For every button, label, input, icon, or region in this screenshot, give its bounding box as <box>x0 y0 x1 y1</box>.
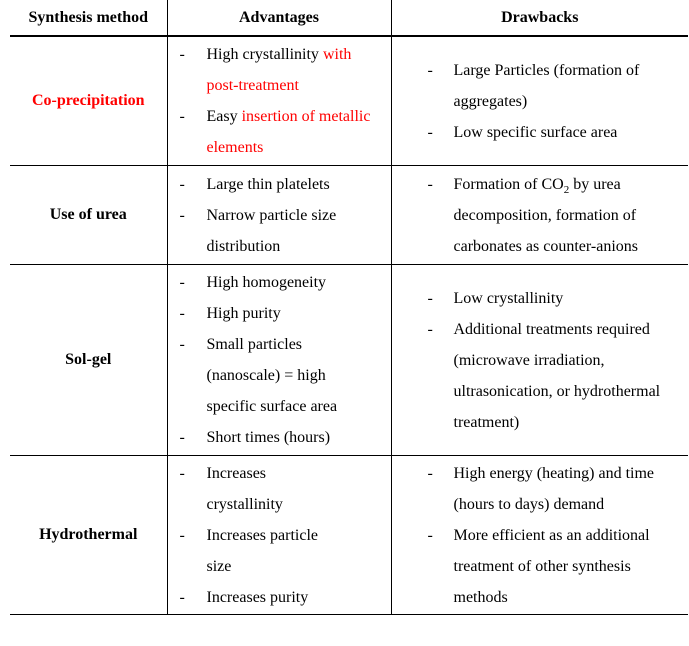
item-highlight: insertion of metallic elements <box>206 108 371 156</box>
item-text: More efficient as an additional treatment of other synthesis methods <box>453 526 650 606</box>
list-marker: - <box>179 305 185 322</box>
list-item <box>428 520 684 613</box>
header-drawbacks: Drawbacks <box>391 0 688 36</box>
list-marker: - <box>179 526 185 544</box>
list-marker: - <box>179 175 185 193</box>
list-marker: - <box>427 526 433 544</box>
item-text: Low crystallinity <box>453 289 564 307</box>
method-cell: Use of urea <box>10 166 167 265</box>
list-marker: - <box>427 123 433 141</box>
list-marker: - <box>179 429 185 446</box>
header-synthesis-method: Synthesis method <box>10 0 167 36</box>
table-row <box>10 265 688 456</box>
list-item <box>180 39 377 101</box>
list-item <box>428 55 674 117</box>
table-row <box>10 456 688 615</box>
list-item <box>428 117 684 148</box>
drawbacks-list <box>392 55 689 148</box>
table-row <box>10 36 688 166</box>
item-text: Large Particles (formation of aggregates) <box>453 61 640 110</box>
advantages-list <box>168 169 391 262</box>
method-cell: Co-precipitation <box>10 36 167 166</box>
item-text: Increases particle size <box>206 526 318 575</box>
list-marker: - <box>179 274 185 291</box>
list-item <box>180 169 377 200</box>
header-row <box>10 0 688 36</box>
table-row <box>10 166 688 265</box>
list-item <box>428 458 688 520</box>
item-text: by urea decomposition, formation of carbonates as counter-anions <box>453 175 638 255</box>
drawbacks-cell <box>391 166 688 265</box>
list-item <box>180 200 377 262</box>
drawbacks-list <box>392 458 689 613</box>
item-text: High crystallinity <box>206 46 323 63</box>
synthesis-comparison-table <box>10 0 688 615</box>
item-text: Short times (hours) <box>206 429 331 446</box>
list-item <box>180 101 377 163</box>
list-marker: - <box>427 61 433 79</box>
item-text: Small particles (nanoscale) = high specific surface area <box>206 336 338 415</box>
drawbacks-cell <box>391 36 688 166</box>
advantages-cell <box>167 36 391 166</box>
list-item <box>428 283 684 314</box>
item-text: Formation of CO <box>453 175 564 193</box>
item-text: Large thin platelets <box>206 175 330 193</box>
item-text: Easy <box>206 108 242 125</box>
advantages-list <box>168 267 391 453</box>
drawbacks-list <box>392 283 689 438</box>
list-item <box>180 458 337 520</box>
list-marker: - <box>427 289 433 307</box>
list-marker: - <box>427 464 433 482</box>
method-cell: Sol-gel <box>10 265 167 456</box>
drawbacks-list <box>392 169 689 262</box>
drawbacks-cell <box>391 265 688 456</box>
item-highlight: with post-treatment <box>206 46 352 94</box>
item-text: High homogeneity <box>206 274 327 291</box>
item-text: High energy (heating) and time (hours to days) demand <box>453 464 655 513</box>
list-marker: - <box>427 320 433 338</box>
list-item <box>428 314 684 438</box>
advantages-list <box>168 458 391 613</box>
list-marker: - <box>179 206 185 224</box>
item-text: Increases crystallinity <box>206 464 283 513</box>
drawbacks-cell <box>391 456 688 615</box>
list-marker: - <box>179 46 185 63</box>
item-text: Low specific surface area <box>453 123 618 141</box>
advantages-cell <box>167 456 391 615</box>
advantages-cell <box>167 265 391 456</box>
list-item <box>180 422 377 453</box>
list-marker: - <box>179 588 185 606</box>
list-marker: - <box>427 175 433 193</box>
advantages-cell <box>167 166 391 265</box>
item-text: Narrow particle size distribution <box>206 206 337 255</box>
list-item <box>180 329 379 422</box>
list-marker: - <box>179 108 185 125</box>
advantages-list <box>168 39 391 163</box>
item-text: Increases purity <box>206 588 309 606</box>
item-text: Additional treatments required (microwave irradiation, ultrasonication, or hydrothermal treatment) <box>453 320 661 431</box>
method-cell: Hydrothermal <box>10 456 167 615</box>
list-marker: - <box>179 336 185 353</box>
list-item <box>180 520 347 582</box>
list-marker: - <box>179 464 185 482</box>
list-item <box>428 169 680 262</box>
list-item <box>180 298 377 329</box>
subscript: 2 <box>563 183 570 196</box>
list-item <box>180 582 367 613</box>
list-item <box>180 267 377 298</box>
item-text: High purity <box>206 305 281 322</box>
header-advantages: Advantages <box>167 0 391 36</box>
